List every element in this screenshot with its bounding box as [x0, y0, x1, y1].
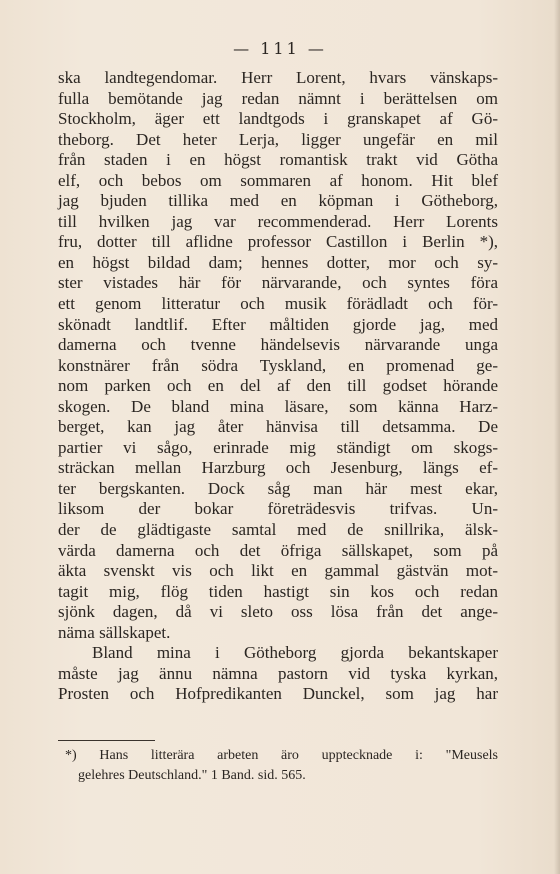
text-line: fulla bemötande jag redan nämnt i berättelsen om	[58, 88, 498, 108]
text-line: fru, dotter till aflidne professor Castillon i Berlin *),	[58, 232, 498, 252]
text-line: damerna och tvenne händelsevis närvarande unga	[58, 335, 498, 355]
page-number: — 111 —	[233, 39, 327, 58]
text-line: ska landtegendomar. Herr Lorent, hvars vänskaps-	[58, 68, 498, 87]
page-edge-shadow	[554, 0, 560, 874]
text-line: ett genom litteratur och musik förädladt och för-	[58, 294, 498, 314]
text-line: ter bergskanten. Dock såg man här mest ekar,	[58, 478, 498, 498]
text-line: elf, och bebos om sommaren af honom. Hit blef	[58, 170, 498, 190]
footnote-line: gelehres Deutschland." 1 Band. sid. 565.	[78, 768, 306, 783]
text-line: äkta svenskt vis och likt en gammal gästvän mot-	[58, 561, 498, 581]
paragraph-end-line: näma sällskapet.	[58, 622, 171, 642]
text-line: värda damerna och det öfriga sällskapet, som på	[58, 540, 498, 560]
text-line: en högst bildad dam; hennes dotter, mor och sy-	[58, 252, 498, 272]
text-line: Stockholm, äger ett landtgods i granskapet af Gö-	[58, 109, 498, 129]
text-line: Prosten och Hofpredikanten Dunckel, som jag har	[58, 684, 498, 704]
body-text	[58, 68, 498, 705]
text-line: från staden i en högst romantisk trakt vid Götha	[58, 150, 498, 170]
footnote	[58, 746, 498, 786]
text-line: skogen. De bland mina läsare, som känna Harz-	[58, 396, 498, 416]
footnote-line: *) Hans litterära arbeten äro upptecknade i: "Meusels	[65, 748, 498, 763]
text-line: skönadt landtlif. Efter måltiden gjorde jag, med	[58, 314, 498, 334]
footnote-rule	[58, 740, 155, 741]
text-line: liksom der bokar företrädesvis trifvas. Un-	[58, 499, 498, 519]
text-line: måste jag ännu nämna pastorn vid tyska kyrkan,	[58, 663, 498, 683]
text-line: konstnärer från södra Tyskland, en promenad ge-	[58, 355, 498, 375]
text-line: till hvilken jag var recommenderad. Herr Lorents	[58, 211, 498, 231]
text-line: der de glädtigaste samtal med de snillrika, älsk-	[58, 520, 498, 540]
text-line: nom parken och en del af den till godset hörande	[58, 376, 498, 396]
text-line: sjönk dagen, då vi sleto oss lösa från det ange-	[58, 602, 498, 622]
paragraph-start-line: Bland mina i Götheborg gjorda bekantskaper	[92, 643, 498, 663]
text-line: sträckan mellan Harzburg och Jesenburg, längs ef-	[58, 458, 498, 478]
text-line: jag bjuden tillika med en köpman i Götheborg,	[58, 191, 498, 211]
text-line: tagit mig, flög tiden hastigt sin kos och redan	[58, 581, 498, 601]
text-line: theborg. Det heter Lerja, ligger ungefär en mil	[58, 129, 498, 149]
text-line: partier vi sågo, erinrade mig ständigt om skogs-	[58, 437, 498, 457]
text-line: ster vistades här för närvarande, och syntes föra	[58, 273, 498, 293]
text-line: berget, kan jag åter hänvisa till detsamma. De	[58, 417, 498, 437]
